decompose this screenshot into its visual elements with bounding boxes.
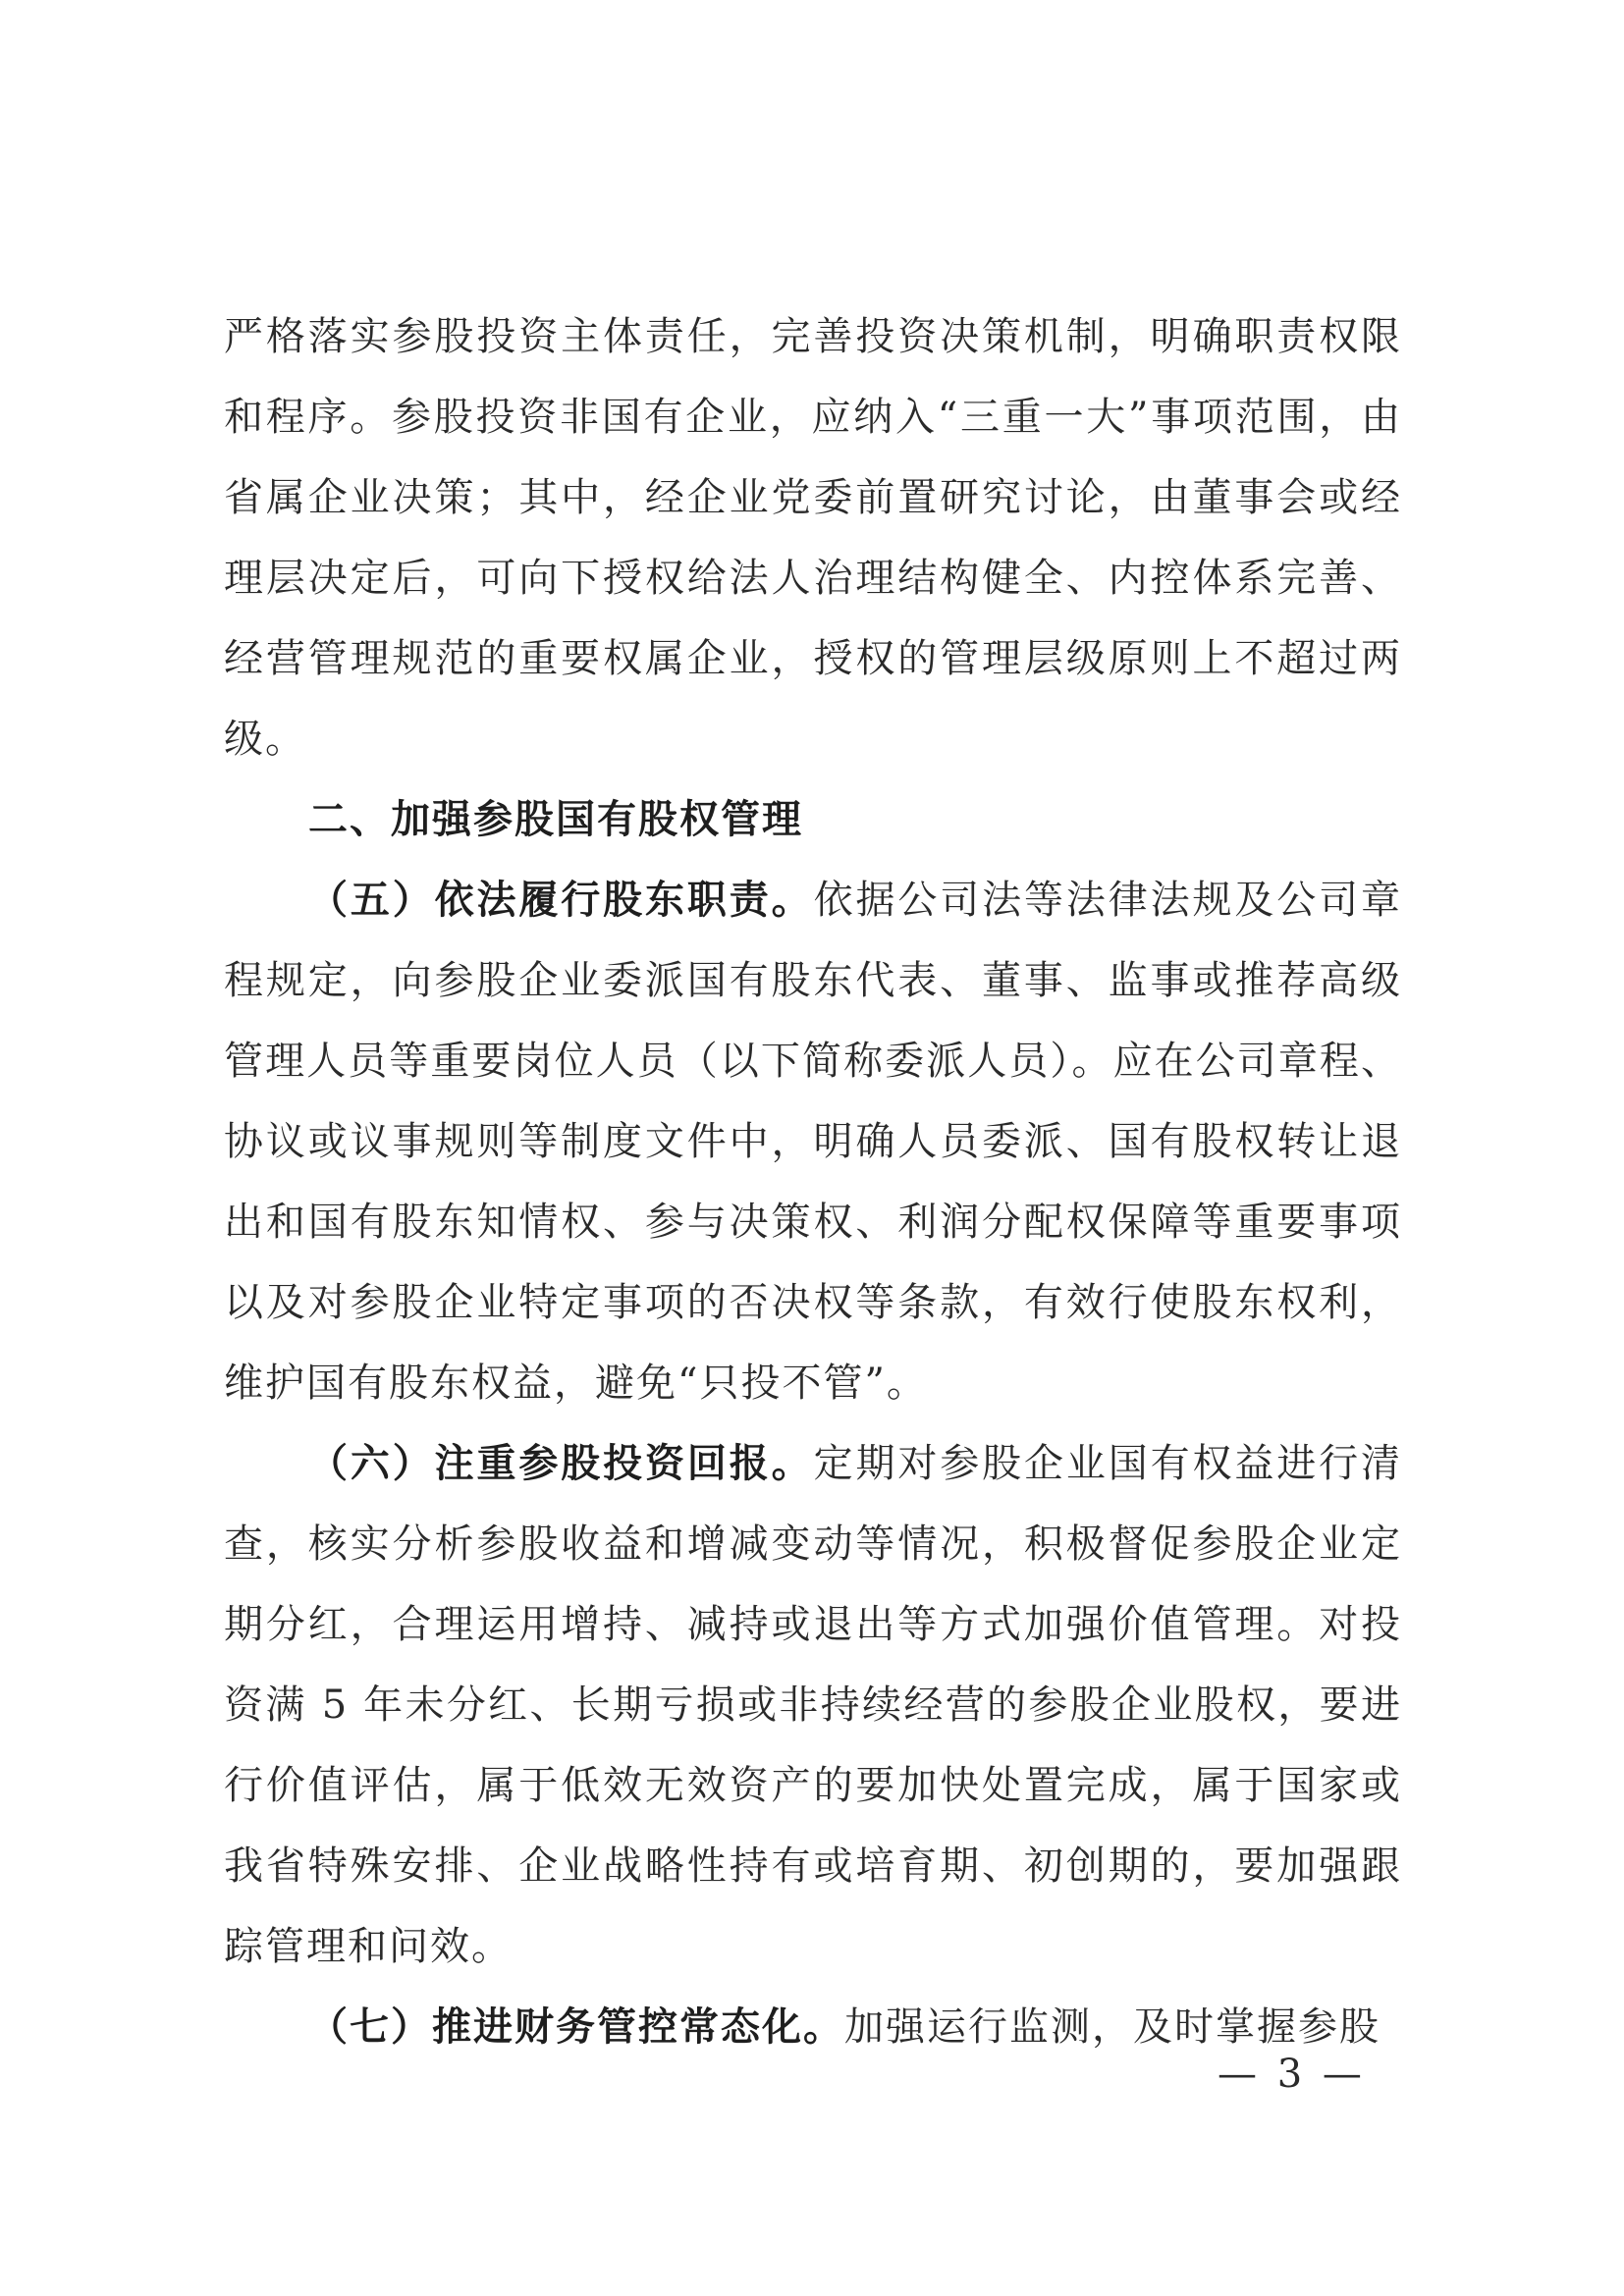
document-body	[224, 296, 1402, 2067]
item-text-7: 加强运行监测，及时掌握参股	[844, 2004, 1380, 2050]
item-lead-7: （七）推进财务管控常态化。	[308, 2004, 844, 2050]
item-lead-6: （六）注重参股投资回报。	[308, 1441, 814, 1486]
section-heading: 二、加强参股国有股权管理	[308, 797, 803, 842]
item-paragraph-6	[224, 1423, 1402, 1987]
item-paragraph-5	[224, 860, 1402, 1423]
page-number: — 3 —	[1218, 2052, 1366, 2097]
item-text-5: 依据公司法等法律法规及公司章程规定，向参股企业委派国有股东代表、董事、监事或推荐高级管理人员等重要岗位人员（以下简称委派人员）。应在公司章程、协议或议事规则等制度文件中，明确人员委派、国有股权转让退出和国有股东知情权、参与决策权、利润分配权保障等重要事项以及对参股企业特定事项的否决权等条款，有效行使股东权利，维护国有股东权益，避免“只投不管”。	[224, 878, 1403, 1406]
continuation-paragraph: 严格落实参股投资主体责任，完善投资决策机制，明确职责权限和程序。参股投资非国有企业，应纳入“三重一大”事项范围，由省属企业决策；其中，经企业党委前置研究讨论，由董事会或经理层决定后，可向下授权给法人治理结构健全、内控体系完善、经营管理规范的重要权属企业，授权的管理层级原则上不超过两级。	[224, 314, 1402, 762]
item-lead-5: （五）依法履行股东职责。	[308, 878, 814, 923]
item-text-6: 定期对参股企业国有权益进行清查，核实分析参股收益和增减变动等情况，积极督促参股企业定期分红，合理运用增持、减持或退出等方式加强价值管理。对投资满 5 年未分红、长期亏损或非持续经营的参股企业股权，要进行价值评估，属于低效无效资产的要加快处置完成，属于国家或我省特殊安排、企业战略性持有或培育期、初创期的，要加强跟踪管理和问效。	[224, 1441, 1403, 1969]
